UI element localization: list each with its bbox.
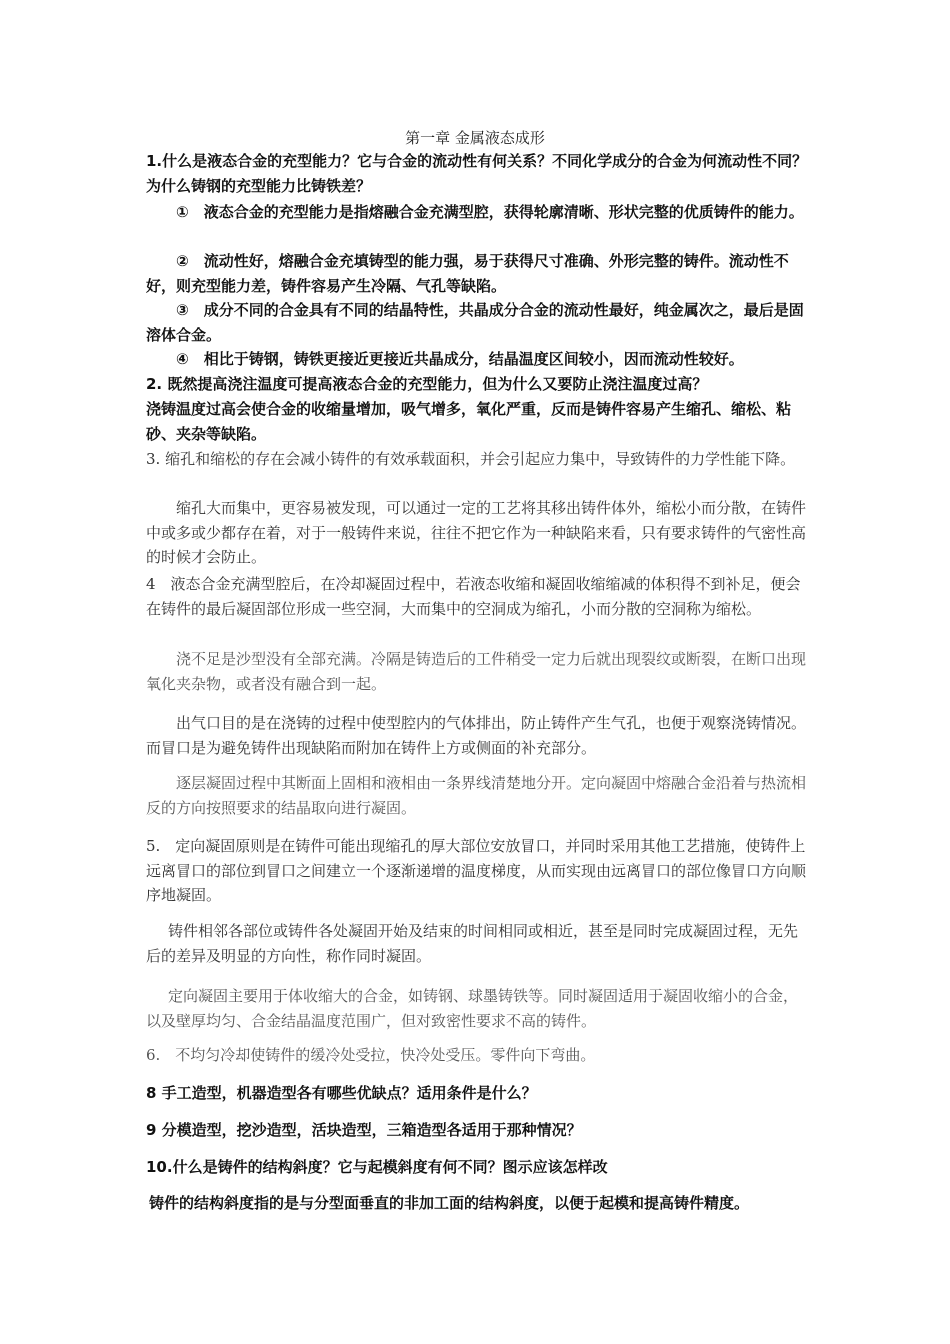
paragraph-5a: 5. 定向凝固原则是在铸件可能出现缩孔的厚大部位安放冒口，并同时采用其他工艺措施，使铸件上远离冒口的部位到冒口之间建立一个逐渐递增的温度梯度，从而实现由远离冒口的部位像冒口方向顺序地凝固。: [146, 837, 807, 904]
paragraph-4b: 浇不足是沙型没有全部充满。冷隔是铸造后的工件稍受一定力后就出现裂纹或断裂，在断口出现氧化夹杂物，或者没有融合到一起。: [146, 650, 807, 693]
paragraph-6: 6. 不均匀冷却使铸件的缓冷处受拉，快冷处受压。零件向下弯曲。: [146, 1046, 596, 1064]
answer-1-point-1: ① 液态合金的充型能力是指熔融合金充满型腔，获得轮廓清晰、形状完整的优质铸件的能力。: [176, 203, 804, 221]
paragraph-4c: 出气口目的是在浇铸的过程中使型腔内的气体排出，防止铸件产生气孔，也便于观察浇铸情况。而冒口是为避免铸件出现缺陷而附加在铸件上方或侧面的补充部分。: [146, 714, 807, 757]
paragraph-4a: 4 液态合金充满型腔后，在冷却凝固过程中，若液态收缩和凝固收缩缩减的体积得不到补足，便会在铸件的最后凝固部位形成一些空洞，大而集中的空洞成为缩孔，小而分散的空洞称为缩松。: [146, 575, 801, 618]
paragraph-3b: 缩孔大而集中，更容易被发现，可以通过一定的工艺将其移出铸件体外，缩松小而分散，在铸件中或多或少都存在着，对于一般铸件来说，往往不把它作为一种缺陷来看，只有要求铸件的气密性高的时候才会防止。: [146, 499, 807, 566]
answer-1-point-4: ④ 相比于铸钢，铸铁更接近更接近共晶成分，结晶温度区间较小，因而流动性较好。: [176, 350, 744, 368]
paragraph-3a: 3. 缩孔和缩松的存在会减小铸件的有效承载面积，并会引起应力集中，导致铸件的力学性能下降。: [146, 450, 796, 468]
question-10: 10.什么是铸件的结构斜度？它与起模斜度有何不同？图示应该怎样改: [146, 1158, 608, 1176]
question-9: 9 分模造型，挖沙造型，活块造型，三箱造型各适用于那种情况？: [146, 1121, 582, 1139]
question-8: 8 手工造型，机器造型各有哪些优缺点？适用条件是什么？: [146, 1084, 537, 1102]
paragraph-5b: 铸件相邻各部位或铸件各处凝固开始及结束的时间相同或相近，甚至是同时完成凝固过程，无先后的差异及明显的方向性，称作同时凝固。: [146, 922, 799, 965]
paragraph-5c: 定向凝固主要用于体收缩大的合金，如铸钢、球墨铸铁等。同时凝固适用于凝固收缩小的合金，以及壁厚均匀、合金结晶温度范围广，但对致密性要求不高的铸件。: [146, 987, 799, 1030]
question-2: 2. 既然提高浇注温度可提高液态合金的充型能力，但为什么又要防止浇注温度过高？: [146, 375, 708, 393]
answer-10: 铸件的结构斜度指的是与分型面垂直的非加工面的结构斜度，以便于起模和提高铸件精度。: [149, 1194, 750, 1212]
chapter-title: 第一章 金属液态成形: [405, 129, 545, 147]
paragraph-4d: 逐层凝固过程中其断面上固相和液相由一条界线清楚地分开。定向凝固中熔融合金沿着与热流相反的方向按照要求的结晶取向进行凝固。: [146, 774, 807, 817]
question-1: 1.什么是液态合金的充型能力？它与合金的流动性有何关系？不同化学成分的合金为何流动性不同？为什么铸钢的充型能力比铸铁差？: [146, 152, 808, 195]
answer-1-point-2: ② 流动性好，熔融合金充填铸型的能力强，易于获得尺寸准确、外形完整的铸件。流动性不好，则充型能力差，铸件容易产生冷隔、气孔等缺陷。: [146, 252, 789, 295]
answer-2: 浇铸温度过高会使合金的收缩量增加，吸气增多，氧化严重，反而是铸件容易产生缩孔、缩松、粘砂、夹杂等缺陷。: [146, 400, 792, 443]
answer-1-point-3: ③ 成分不同的合金具有不同的结晶特性，共晶成分合金的流动性最好，纯金属次之，最后是固溶体合金。: [146, 301, 804, 344]
